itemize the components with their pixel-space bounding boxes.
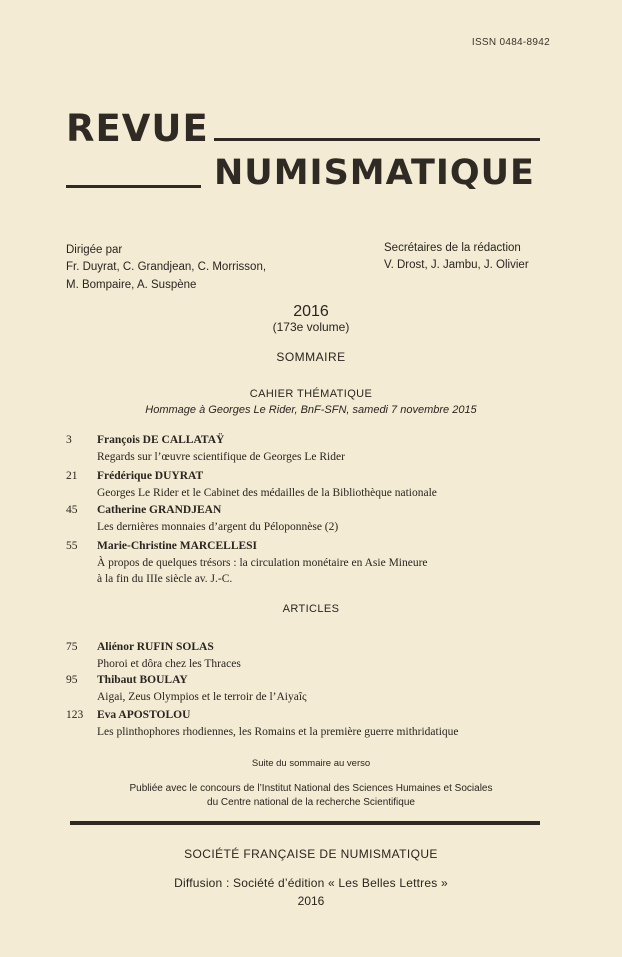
toc-title: À propos de quelques trésors : la circulation monétaire en Asie Mineure (97, 557, 428, 569)
toc-author: Marie-Christine MARCELLESI (97, 540, 258, 552)
toc-author: Thibaut BOULAY (97, 674, 188, 686)
secretaires-names: V. Drost, J. Jambu, J. Olivier (384, 259, 529, 271)
toc-author: Eva APOSTOLOU (97, 709, 191, 721)
toc-page: 21 (66, 470, 78, 482)
toc-title: Phoroi et dôra chez les Thraces (97, 658, 241, 670)
publisher-society: SOCIÉTÉ FRANÇAISE DE NUMISMATIQUE (184, 847, 438, 861)
cahier-heading: CAHIER THÉMATIQUE (249, 388, 373, 400)
year: 2016 (293, 303, 329, 320)
toc-page: 55 (66, 540, 78, 552)
toc-page: 95 (66, 674, 78, 686)
toc-author: Frédérique DUYRAT (97, 470, 204, 482)
title-rule-top (214, 138, 540, 141)
title-numismatique: NUMISMATIQUE (214, 153, 535, 193)
articles-heading: ARTICLES (282, 603, 340, 615)
title-rule-bottom (66, 185, 201, 188)
toc-author: Catherine GRANDJEAN (97, 504, 222, 516)
toc-title: Les plinthophores rhodiennes, les Romains et la première guerre mithridatique (97, 726, 459, 738)
toc-page: 75 (66, 641, 78, 653)
direction-names-line1: Fr. Duyrat, C. Grandjean, C. Morrisson, (66, 261, 267, 273)
secretaires-label: Secrétaires de la rédaction (384, 242, 521, 254)
title-revue: REVUE (66, 107, 209, 150)
distribution-note: Diffusion : Société d’édition « Les Belles Lettres » (174, 876, 448, 890)
direction-names (66, 258, 326, 294)
toc-author: Aliénor RUFIN SOLAS (97, 641, 214, 653)
direction-label: Dirigée par (66, 244, 123, 256)
toc-page: 123 (66, 709, 84, 721)
toc-page: 45 (66, 504, 78, 516)
toc-title: Georges Le Rider et le Cabinet des médailles de la Bibliothèque nationale (97, 487, 437, 499)
footer-year: 2016 (297, 894, 325, 908)
cahier-subtitle: Hommage à Georges Le Rider, BnF-SFN, samedi 7 novembre 2015 (145, 404, 477, 416)
toc-title-continued: à la fin du IIIe siècle av. J.-C. (97, 573, 233, 585)
toc-page: 3 (66, 434, 72, 446)
toc-title: Regards sur l’œuvre scientifique de Georges Le Rider (97, 451, 345, 463)
suite-note: Suite du sommaire au verso (251, 758, 371, 769)
footer-rule (70, 821, 540, 825)
toc-title: Aigai, Zeus Olympios et le terroir de l’Aiyaîς (97, 691, 307, 703)
toc-author: François DE CALLATAŸ (97, 434, 225, 446)
direction-names-line2: M. Bompaire, A. Suspène (66, 279, 197, 291)
sommaire-heading: SOMMAIRE (276, 350, 346, 364)
issn: ISSN 0484-8942 (471, 37, 550, 48)
publication-note (0, 782, 622, 810)
publication-note-line1: Publiée avec le concours de l’Institut National des Sciences Humaines et Sociales (129, 783, 493, 794)
toc-title: Les dernières monnaies d’argent du Péloponnèse (2) (97, 521, 339, 533)
volume: (173e volume) (272, 320, 350, 334)
publication-note-line2: du Centre national de la recherche Scientifique (207, 797, 415, 808)
